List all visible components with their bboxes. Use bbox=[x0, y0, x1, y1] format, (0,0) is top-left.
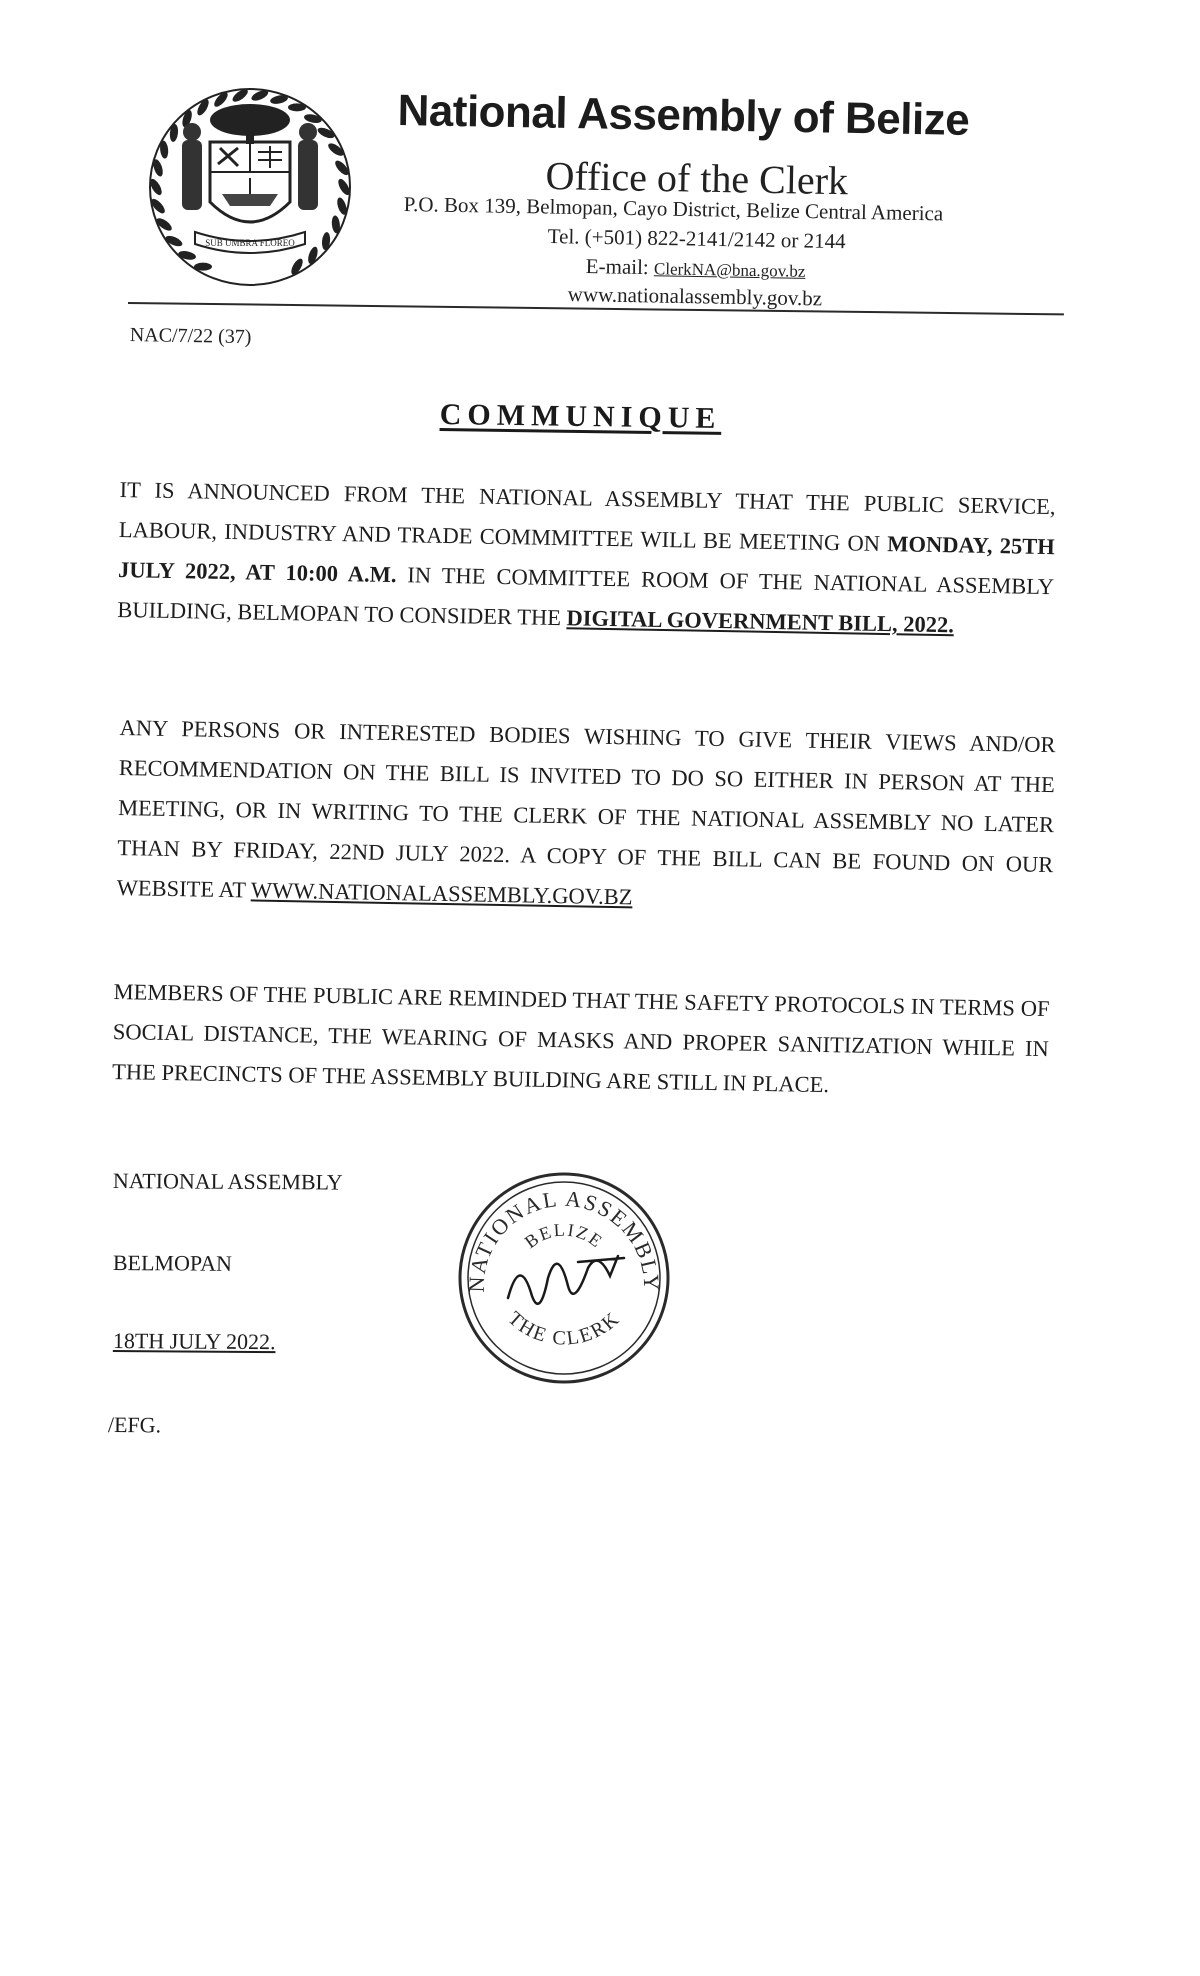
laurel-leaf bbox=[164, 234, 184, 249]
stamp-bottom-text: THE CLERK bbox=[503, 1307, 625, 1350]
footer-date: 18TH JULY 2022. bbox=[112, 1328, 276, 1355]
website-line[interactable]: www.nationalassembly.gov.bz bbox=[567, 282, 823, 311]
laurel-leaf bbox=[177, 250, 196, 262]
footer-city: BELMOPAN bbox=[112, 1250, 232, 1276]
stamp-ring-text: NATIONAL ASSEMBLY bbox=[463, 1185, 665, 1293]
laurel-leaf bbox=[288, 103, 306, 111]
email-link[interactable]: ClerkNA@bna.gov.bz bbox=[653, 259, 806, 281]
office-name: Office of the Clerk bbox=[545, 152, 849, 204]
stamp-inner-text: BELIZE bbox=[520, 1219, 608, 1253]
laurel-leaf bbox=[306, 246, 319, 266]
website-link[interactable]: WWW.NATIONALASSEMBLY.GOV.BZ bbox=[250, 877, 633, 910]
paragraph-announcement bbox=[117, 470, 1056, 647]
document-title: COMMUNIQUE bbox=[439, 398, 722, 435]
belize-coat-of-arms-icon bbox=[140, 82, 360, 292]
bill-name: DIGITAL GOVERNMENT BILL, 2022. bbox=[566, 605, 955, 638]
telephone-line: Tel. (+501) 822-2141/2142 or 2144 bbox=[547, 224, 846, 254]
reference-number: NAC/7/22 (37) bbox=[129, 324, 252, 349]
submissions-text: ANY PERSONS OR INTERESTED BODIES WISHING TO GIVE THEIR VIEWS AND/OR RECOMMENDATION ON THE BILL IS INVITED TO DO SO EITHER IN PERSON AT THE MEETING, OR IN WRITING TO THE CLERK OF THE NATIONAL ASSEMBLY NO LATER THAN BY FRIDAY, 22ND JULY 2022. A COPY OF THE BILL CAN BE FOUND ON OUR WEBSITE AT bbox=[116, 714, 1056, 903]
announcement-text-a: IT IS ANNOUNCED FROM THE NATIONAL ASSEMBLY THAT THE PUBLIC SERVICE, LABOUR, INDUSTRY AND TRADE COMMMITTEE WILL BE MEETING ON bbox=[118, 476, 1056, 557]
signature-mark bbox=[508, 1256, 624, 1304]
crest-motto-text: SUB UMBRA FLOREO bbox=[205, 238, 295, 248]
clerk-stamp-icon bbox=[448, 1158, 680, 1390]
laurel-leaf bbox=[194, 263, 212, 271]
footer-assembly: NATIONAL ASSEMBLY bbox=[112, 1168, 343, 1195]
laurel-leaf bbox=[316, 126, 336, 141]
laurel-leaf bbox=[303, 113, 322, 125]
paragraph-safety: MEMBERS OF THE PUBLIC ARE REMINDED THAT THE SAFETY PROTOCOLS IN TERMS OF SOCIAL DISTANCE, THE WEARING OF MASKS AND PROPER SANITIZATION WHILE IN THE PRECINCTS OF THE ASSEMBLY BUILDING ARE STILL IN PLACE. bbox=[111, 978, 1050, 1098]
postal-address: P.O. Box 139, Belmopan, Cayo District, Belize Central America bbox=[403, 192, 944, 226]
footer-initials: /EFG. bbox=[107, 1412, 162, 1438]
meeting-date: MONDAY, 25TH JULY 2022, AT 10:00 A.M. bbox=[117, 531, 1055, 588]
institution-name: National Assembly of Belize bbox=[397, 86, 970, 145]
email-label: E-mail: bbox=[585, 254, 655, 280]
announcement-text-b: IN THE COMMITTEE ROOM OF THE NATIONAL ASSEMBLY BUILDING, BELMOPAN TO CONSIDER THE bbox=[117, 562, 1055, 631]
paragraph-submissions bbox=[116, 708, 1056, 925]
email-line bbox=[586, 254, 806, 283]
